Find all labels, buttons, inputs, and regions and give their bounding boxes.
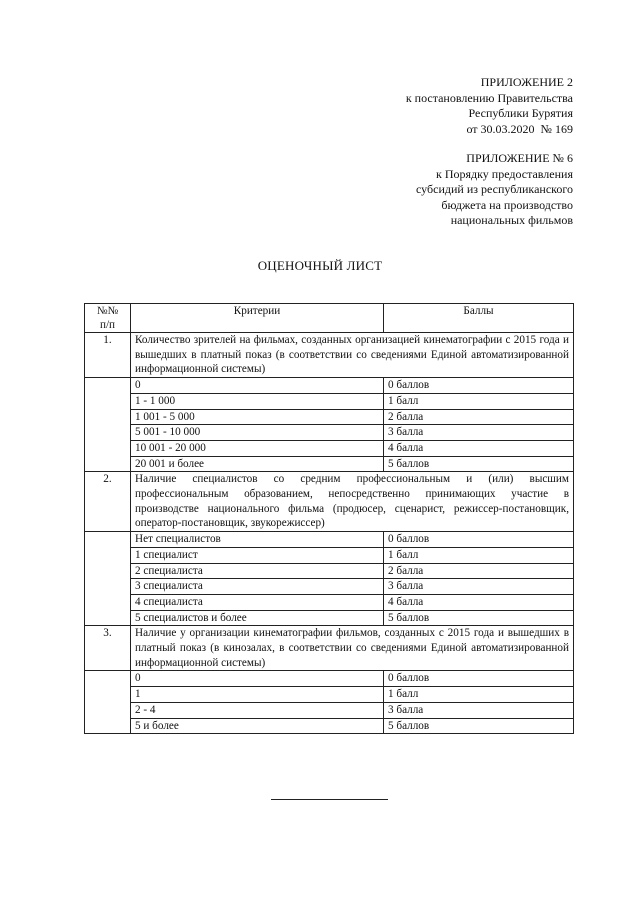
header-criteria: Критерии [131,304,384,333]
score-row [85,425,574,441]
score-range: 1 - 1 000 [131,393,384,409]
footer-divider [271,799,388,800]
score-range: 1 специалист [131,547,384,563]
table-header-row [85,304,574,333]
score-range: 1 001 - 5 000 [131,409,384,425]
empty-number-cell [85,532,131,626]
score-range: 5 специалистов и более [131,610,384,626]
criterion-text: Количество зрителей на фильмах, созданных организацией кинематографии с 2015 года и вышедших в платный показ (в соответствии со сведениями Единой автоматизированной информационной системы) [131,333,574,378]
score-points: 1 балл [384,547,574,563]
header-points: Баллы [384,304,574,333]
score-range: 10 001 - 20 000 [131,440,384,456]
criterion-number: 2. [85,472,131,532]
score-range: 1 [131,687,384,703]
criterion-row [85,626,574,671]
score-points: 3 балла [384,425,574,441]
appendix-2-block [406,75,573,137]
score-row [85,718,574,734]
score-row [85,563,574,579]
score-row [85,610,574,626]
score-range: 2 - 4 [131,702,384,718]
appendix-6-line: субсидий из республиканского [416,182,573,196]
appendix-2-date: от 30.03.2020 № 169 [466,121,573,136]
score-range: 4 специалиста [131,594,384,610]
score-range: 3 специалиста [131,579,384,595]
criterion-number: 1. [85,333,131,378]
criterion-text: Наличие у организации кинематографии фильмов, созданных с 2015 года и вышедших в платный показ (в кинозалах, в соответствии со сведениями Единой автоматизированной информационной системы) [131,626,574,671]
score-points: 3 балла [384,579,574,595]
appendix-6-block [416,151,573,229]
score-range: 5 001 - 10 000 [131,425,384,441]
score-points: 0 баллов [384,532,574,548]
score-range: 0 [131,378,384,394]
score-points: 5 баллов [384,718,574,734]
score-points: 2 балла [384,409,574,425]
criterion-text: Наличие специалистов со средним профессиональным и (или) высшим профессиональным образованием, непосредственно принимающих участие в производстве национального фильма (продюсер, сценарист, режиссер-постановщик, оператор-постановщик, звукорежиссер) [131,472,574,532]
score-row [85,547,574,563]
score-row [85,594,574,610]
criterion-row [85,333,574,378]
page-title: ОЦЕНОЧНЫЙ ЛИСТ [257,258,383,273]
score-points: 5 баллов [384,610,574,626]
score-range: 2 специалиста [131,563,384,579]
score-range: 5 и более [131,718,384,734]
score-points: 4 балла [384,440,574,456]
appendix-2-line: Республики Бурятия [468,106,573,120]
score-row [85,579,574,595]
score-points: 1 балл [384,393,574,409]
empty-number-cell [85,378,131,472]
score-row [85,440,574,456]
score-points: 4 балла [384,594,574,610]
score-row [85,456,574,472]
score-row [85,687,574,703]
header-number-line1: №№ [96,305,119,317]
score-points: 5 баллов [384,456,574,472]
score-points: 1 балл [384,687,574,703]
header-number-cell [85,304,131,333]
appendix-2-title: ПРИЛОЖЕНИЕ 2 [480,75,573,89]
score-row [85,532,574,548]
score-points: 0 баллов [384,378,574,394]
score-range: Нет специалистов [131,532,384,548]
appendix-6-line: к Порядку предоставления [435,166,573,181]
header-number-line2: п/п [99,319,116,331]
appendix-2-line: к постановлению Правительства [405,90,573,105]
score-range: 0 [131,671,384,687]
score-points: 2 балла [384,563,574,579]
appendix-6-title: ПРИЛОЖЕНИЕ № 6 [466,151,573,165]
appendix-6-line: бюджета на производство [441,197,573,212]
score-row [85,409,574,425]
empty-number-cell [85,671,131,734]
appendix-6-line: национальных фильмов [450,213,573,227]
evaluation-table [84,303,574,734]
criterion-number: 3. [85,626,131,671]
score-points: 3 балла [384,702,574,718]
score-row [85,378,574,394]
score-row [85,702,574,718]
score-range: 20 001 и более [131,456,384,472]
score-points: 0 баллов [384,671,574,687]
score-row [85,393,574,409]
criterion-row [85,472,574,532]
score-row [85,671,574,687]
